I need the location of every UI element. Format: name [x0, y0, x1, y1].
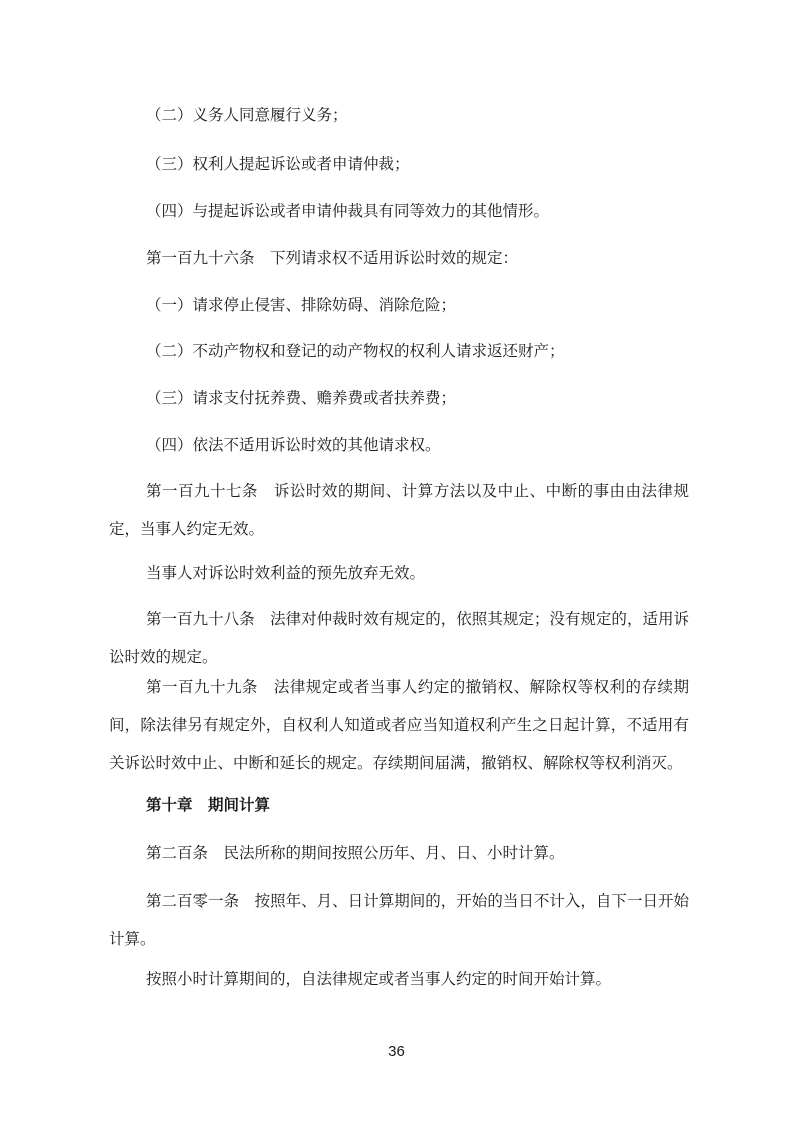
article-199: 第一百九十九条 法律规定或者当事人约定的撤销权、解除权等权利的存续期间，除法律另有规定外，自权利人知道或者应当知道权利产生之日起计算，不适用有关诉讼时效中止、中断和延长的规定。存续期间届满，撤销权、解除权等权利消灭。: [109, 678, 689, 772]
article-200: 第二百条 民法所称的期间按照公历年、月、日、小时计算。: [146, 844, 565, 862]
article-196: 第一百九十六条 下列请求权不适用诉讼时效的规定：: [146, 249, 519, 267]
paragraph-obligor-agrees: （二）义务人同意履行义务；: [146, 106, 348, 124]
paragraph-stop-infringement: （一）请求停止侵害、排除妨碍、消除危险；: [146, 296, 457, 314]
page-number: 36: [388, 1043, 405, 1060]
paragraph-support-payments: （三）请求支付抚养费、赡养费或者扶养费；: [146, 389, 457, 407]
paragraph-lawsuit-arbitration: （三）权利人提起诉讼或者申请仲裁；: [146, 155, 410, 173]
article-197: 第一百九十七条 诉讼时效的期间、计算方法以及中止、中断的事由由法律规定，当事人约定无效。: [109, 482, 689, 538]
paragraph-other-claims: （四）依法不适用诉讼时效的其他请求权。: [146, 436, 441, 454]
paragraph-equivalent-circumstances: （四）与提起诉讼或者申请仲裁具有同等效力的其他情形。: [146, 202, 550, 220]
paragraph-waiver-invalid: 当事人对诉讼时效利益的预先放弃无效。: [146, 564, 426, 582]
paragraph-return-property: （二）不动产物权和登记的动产物权的权利人请求返还财产；: [146, 342, 565, 360]
chapter-heading: 第十章 期间计算: [146, 796, 271, 814]
paragraph-hour-calculation: 按照小时计算期间的，自法律规定或者当事人约定的时间开始计算。: [146, 970, 612, 988]
article-201: 第二百零一条 按照年、月、日计算期间的，开始的当日不计入，自下一日开始计算。: [109, 892, 689, 948]
article-198: 第一百九十八条 法律对仲裁时效有规定的，依照其规定；没有规定的，适用诉讼时效的规定。: [109, 610, 689, 666]
